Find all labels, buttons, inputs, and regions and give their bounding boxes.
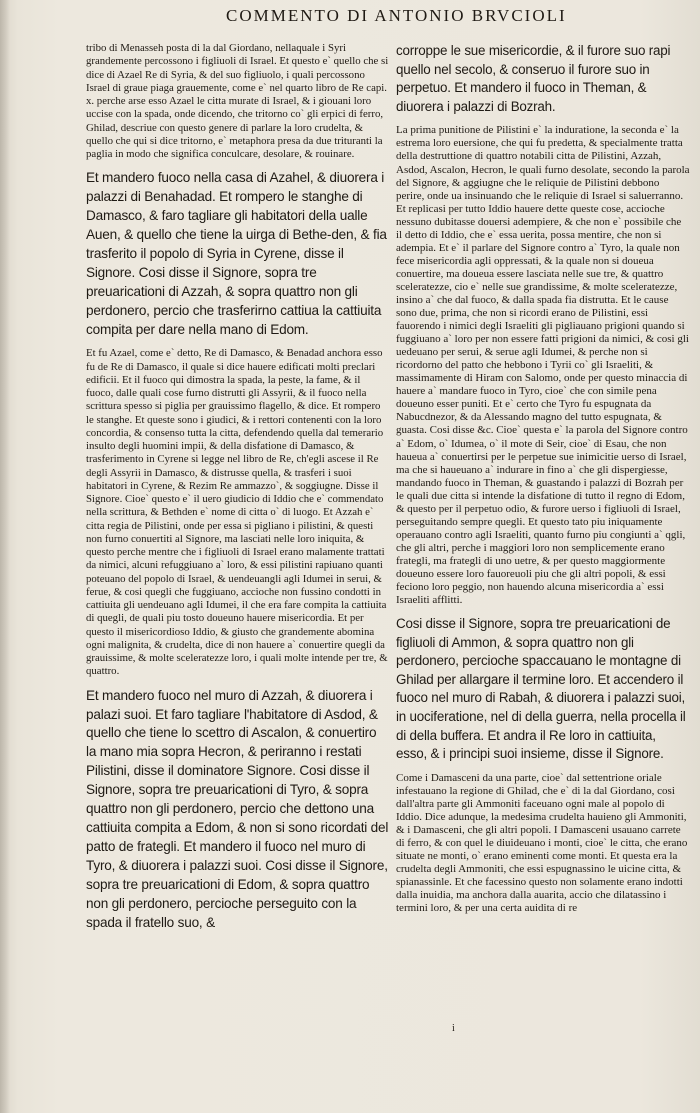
commentary-paragraph: La prima punitione de Pilistini e` la induratione, la seconda e` la estrema loro euersione, che qui fu predetta, & specialmente tratta della destruttione di quattro notabili citta de Pilistini, Azzah, Asdod, Ascalon, Hecron, le quali furno desolate, secondo la parola del Signore, & aggiugne che le reliquie de Pilistini debbono perire, onde ua insinuando che le reliquie di Israel si saluerranno. Et replicasi per tutto Iddio hauere dette queste cose, accioche nessuno dubitasse douersi adempiere, & che non e` possibile che il detto di Iddio, che e` essa uerita, possa mentire, che non si adempia. Et e` il parlare del Signore contro a` Tyro, la quale non fece misericordia agli oppressati, & la quale non si doueua conuertire, ma doueua essere lasciata nelle sue tre, & quattro sceleratezze, cio e` nelle sue grandissime, & molte sceleratezze, insino a` che dal fuoco, & dalla spada fia distrutta. Et le cause sono due, prima, che non si ricordi erano de Pilistini, essi fauorendo i nimici degli Israeliti gli pigliauano prigioni quando si fuggiuano a` loro per non essere fatti prigioni da nimici, & cosi gli uedeuano per serui, & serue agli Idumei, & perche non si ricordorno del patto che hebbono i Tyrii co` gli Israeliti, & massimamente di Hiram con Salomo, onde per questo minaccia di hauere a` mandare fuoco in Tyro, cioe` che con simile pena doueuno esser puniti. Et e` certo che Tyro fu espugnata da Nabucdnezor, & da Alessando magno del tutto espugnata, & guasta. Cosi disse &c. Cioe` questa e` la parola del Signore contro a` Edom, o` Idumea, o` il mote di Seir, cioe` di Esau, che non haueua a` conuertirsi per le perpetue sue inimicitie uerso di Israel, ma che si haueuano a` indurare in fino a` che gli dispergiesse, mandando fuoco in Theman, & guastando i palazzi di Bozrah per le quali due citta si intende la disfatione di tutto il regno di Edom, & questo per il perpetuo odio, & furore uerso i figliuoli di Israel, perseguitando sempre quegli. Et questo tato piu iniquamente operauano contro agli Israeliti, quanto furno piu congiunti a` qgli, che gli altri, perche i maggiori loro non semplicemente erano frategli, ma frategli di uno uetre, & per questo maggiormente doueuno essere loro fauoreuoli piu che gli altri popoli, & essi feciono loro peggio, non hauendo alcuna misericordia a` essi Israeliti afflitti. [396, 124, 690, 607]
right-column [396, 42, 690, 1042]
footer-mark: i [452, 1023, 455, 1034]
scripture-paragraph: Et mandero fuoco nel muro di Azzah, & diuorera i palazi suoi. Et faro tagliare l'habitatore di Asdod, & quello che tiene lo scettro di Ascalon, & conuertiro la mano mia sopra Hecron, & periranno i restati Pilistini, disse il dominatore Signore. Cosi disse il Signore, sopra tre preuaricationi di Tyro, & sopra quattro non gli perdonero, percio che dettono una cattiuita compita a Edom, & non si sono ricordati del patto de frategli. Et mandero il fuoco nel muro di Tyro, & diuorera i palazzi suoi. Cosi disse il Signore, sopra tre preuaricationi di Edom, & sopra quattro non gli perdonero, percioche perseguito con la spada il fratello suo, & [86, 687, 389, 930]
scripture-paragraph: corroppe le sue misericordie, & il furore suo rapi quello nel secolo, & conseruo il furore suo in perpetuo. Et mandero il fuoco in Theman, & diuorera i palazzi di Bozrah. [396, 43, 671, 114]
running-head: COMMENTO DI ANTONIO BRVCIOLI [226, 6, 567, 25]
commentary-paragraph: tribo di Menasseh posta di la dal Giordano, nellaquale i Syri grandemente percossono i figliuoli di Israel. Et questo e` quello che si dice di Azael Re di Syria, & del suo figliuolo, i quali percossono Israel di graue piaga grauemente, come e` nel quarto libro de Re capi. x. perche arse esso Azael le citta murate di Israel, & i giouani loro uccise con la spada, onde dicendo, che tritorno co` gli erpici di ferro, Ghilad, descriue con questo genere di parlare la loro crudelta, & quello che qui si dice tritorno, e` metaphora presa da due trituranti la paglia in modo che significa conculcare, desolare, & rouinare. [86, 42, 389, 160]
scripture-paragraph: Cosi disse il Signore, sopra tre preuaricationi de figliuoli di Ammon, & sopra quattro non gli perdonero, percioche spaccauano le montagne di Ghilad per allargare il termine loro. Et accendero il fuoco nel muro di Rabah, & diuorera i palazzi suoi, in uociferatione, nel di della guerra, nella procella il di della buffera. Et andra il Re loro in cattiuita, esso, & i principi suoi insieme, disse il Signore. [396, 616, 686, 762]
left-column [86, 42, 390, 1042]
gutter-shadow [0, 0, 10, 1113]
commentary-paragraph: Et fu Azael, come e` detto, Re di Damasco, & Benadad anchora esso fu de Re di Damasco, il quale si dice hauere edificati molti preclari edificii. Et il fuoco qui dimostra la spada, la peste, la fame, & il fuoco, dalle quali cose furno distrutti gli Assyrii, & il fuoco nella scrittura spesso si piglia per grauissimo flagello, & dice. Et rompero le stanghe. Et queste sono i giudici, & i rettori contenenti con la loro concordia, & consenso tutta la citta, defendendo quella dal temerario insulto degli huomini impii, & della disfatione di Damasco, & trasferimento in Cyrene si legge nel libro de Re, ch'egli ascese il Re degli Assyrii in Damasco, & distrusse quella, & trasferi i suoi habitatori in Cyrene, & Rezim Re ammazzo`, & soggiugne. Disse il Signore. Cioe` questo e` il uero giudicio di Iddio che e` commendato nella scrittura, & Bethden e` nome di citta o` di luogo. Et Azzah e` citta regia de Pilistini, onde per essa si pigliano i pilistini, & questi non furno conuertiti al Signore, ma lasciati nelle loro iniquita, & questo perche mentre che i figliuoli di Israel erano malamente trattati da nimici, alcuni refuggiuano a` loro, & essi pilistini rapiuano quanti poteuano del popolo di Israel, & uendeuangli agli Idumei in serui, & ferue, & cosi quegli che fuggiuano, accioche non fussino condotti in cattiuita gli uendeuano agli Idumei, il che era fare compita la cattiuita di quegli, de quali piu tosto doueuno hauere misericordia. Et per questo il misericordioso Iddio, & giusto che grandemente abomina ogni malignita, & crudelta, dice di non hauere a` conuertire quegli da grauissime, & molte sceleratezze loro, i quali molte intende per tre, & quattro. [86, 347, 388, 678]
scripture-paragraph: Et mandero fuoco nella casa di Azahel, & diuorera i palazzi di Benahadad. Et rompero le stanghe di Damasco, & faro tagliare gli habitatori della ualle Auen, & quello che tiene la uirga di Bethe-den, & fia trasferito il popolo di Syria in Cyrene, disse il Signore. Cosi disse il Signore, sopra tre preuaricationi di Azzah, & sopra quattro non gli perdonero, percio che trasferirno cattiua la cattiuita compita per dare nella mano di Edom. [86, 170, 387, 337]
commentary-paragraph: Come i Damasceni da una parte, cioe` dal settentrione oriale infestauano la regione di Ghilad, che e` di la dal Giordano, cosi dall'altra parte gli Ammoniti faceuano ogni male al popolo di Iddio. Dice adunque, la medesima crudelta hauieno gli Ammoniti, & i Damasceni, che gli altri popoli. I Damasceni usauano carrete di ferro, & con quel le diuideuano i monti, cioe` le citta, che erano situate ne monti, o` erano eminenti come monti. Et questa era la crudelta degli Ammoniti, che essi espugnassino le uicine citta, & spianassinle. Et che facessino questo non solamente erano indotti dalla inuidia, ma anchora dalla auarita, accio che dilatassino i termini loro, & per una certa auidita di re [396, 771, 688, 915]
